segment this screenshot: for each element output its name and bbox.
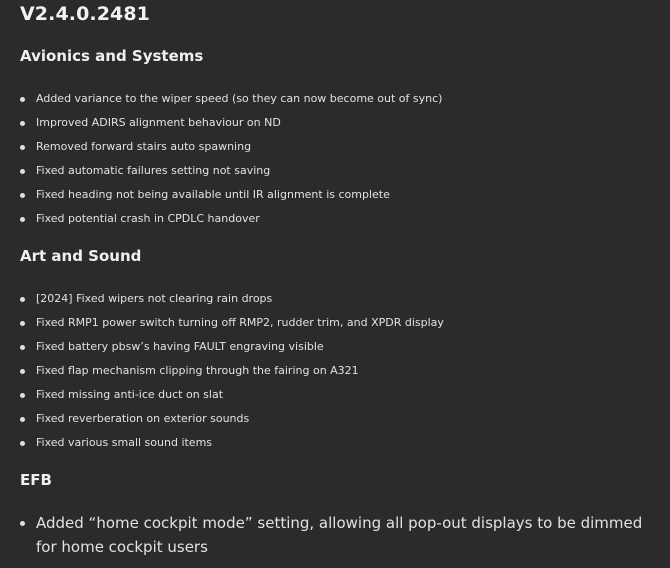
list-item: Fixed various small sound items [0, 431, 670, 455]
section-heading-art-sound: Art and Sound [20, 247, 142, 265]
list-item: Fixed automatic failures setting not saving [0, 159, 670, 183]
list-efb [0, 511, 670, 559]
list-item: Fixed flap mechanism clipping through the fairing on A321 [0, 359, 670, 383]
list-item: Fixed reverberation on exterior sounds [0, 407, 670, 431]
list-avionics [0, 87, 670, 231]
list-item: Improved ADIRS alignment behaviour on ND [0, 111, 670, 135]
list-item: Fixed heading not being available until IR alignment is complete [0, 183, 670, 207]
list-item: Fixed battery pbsw’s having FAULT engraving visible [0, 335, 670, 359]
list-item: [2024] Fixed wipers not clearing rain drops [0, 287, 670, 311]
list-item: Added variance to the wiper speed (so they can now become out of sync) [0, 87, 670, 111]
list-item: Fixed RMP1 power switch turning off RMP2, rudder trim, and XPDR display [0, 311, 670, 335]
list-item: Removed forward stairs auto spawning [0, 135, 670, 159]
section-heading-avionics: Avionics and Systems [20, 47, 204, 65]
section-heading-efb: EFB [20, 471, 52, 489]
list-item: Fixed potential crash in CPDLC handover [0, 207, 670, 231]
list-item: Fixed missing anti-ice duct on slat [0, 383, 670, 407]
list-art-sound [0, 287, 670, 455]
list-item: Added “home cockpit mode” setting, allowing all pop-out displays to be dimmed for home cockpit users [0, 511, 670, 559]
version-title: V2.4.0.2481 [20, 3, 150, 25]
